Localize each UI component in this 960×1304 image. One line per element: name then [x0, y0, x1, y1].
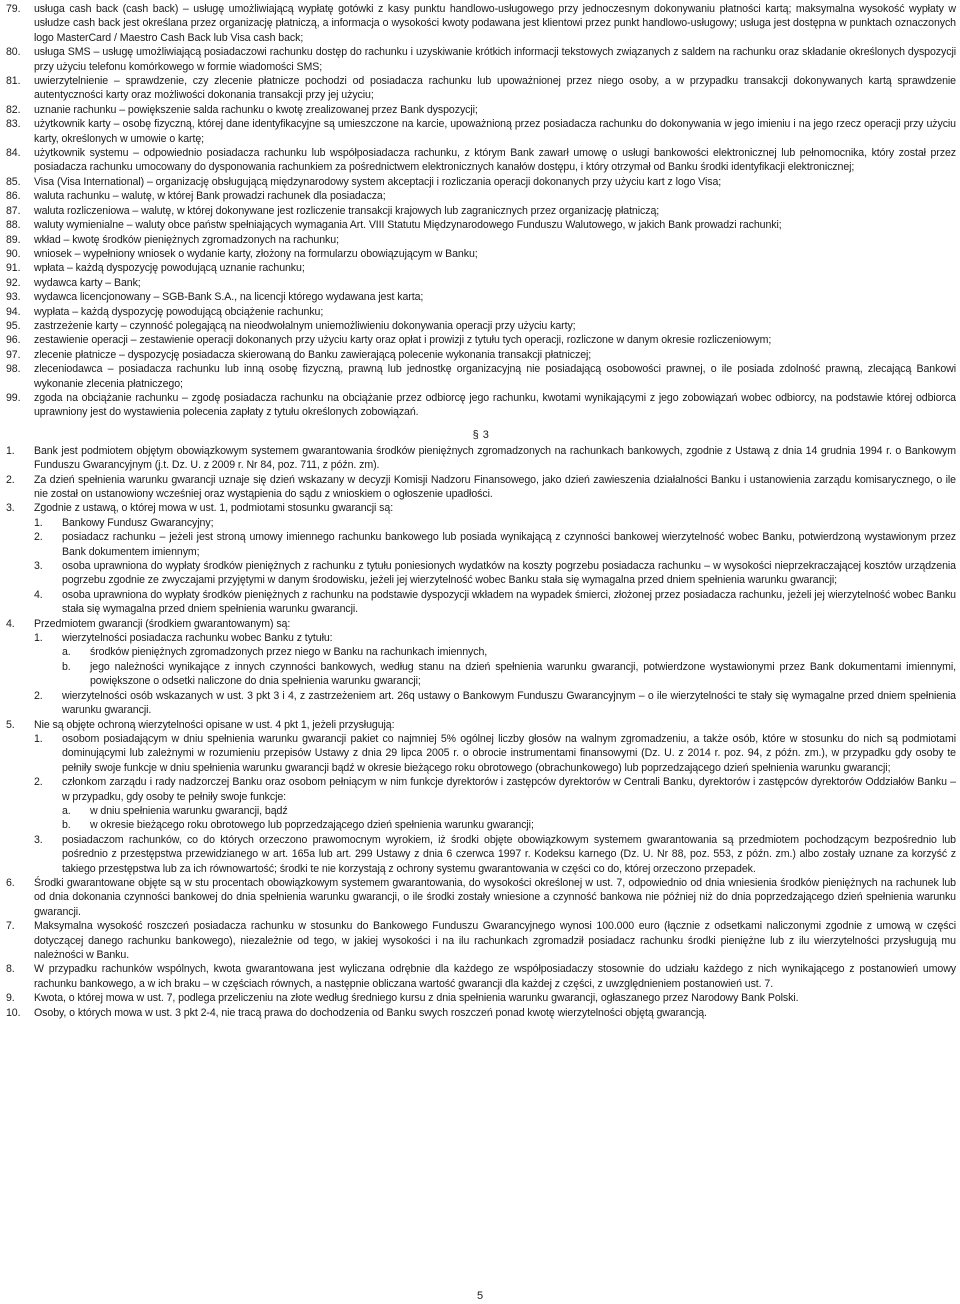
item-text: osoba uprawniona do wypłaty środków pieniężnych z rachunku na podstawie dyspozycji wkładem na wypadek śmierci, złożonej przez posiadacza rachunku, jeżeli jej wierzytelność wobec Banku stała się wymagalna przed dniem spełnienia warunku gwarancji.	[62, 588, 956, 616]
item-text: W przypadku rachunków wspólnych, kwota gwarantowana jest wyliczana odrębnie dla każdego ze współposiadaczy stosownie do udziału każdego z nich wynikającego z postanowień umowy rachunku bankowego, a w ich braku – w częściach równych, a następnie obliczana wartość gwarancji dla każdej z części, z uwzględnieniem postanowień ust. 7.	[34, 963, 956, 990]
item-number: 97.	[6, 348, 21, 361]
item-text: zastrzeżenie karty – czynność polegającą na nieodwołalnym uniemożliwieniu dokonywania operacji przy użyciu karty;	[34, 319, 576, 332]
paragraph-item	[6, 991, 956, 1005]
item-number: 91.	[6, 262, 21, 275]
item-number: 85.	[6, 175, 21, 188]
item-number: 4.	[34, 588, 43, 601]
item-text: wydawca karty – Bank;	[34, 276, 141, 289]
item-number: 93.	[6, 291, 21, 304]
item-number: 2.	[34, 689, 43, 702]
item-number: 82.	[6, 103, 21, 116]
item-number: 3.	[34, 833, 43, 846]
item-text: usługa SMS – usługę umożliwiającą posiadaczowi rachunku dostęp do rachunku i uzyskiwanie krótkich informacji tekstowych związanych z saldem na rachunku oraz składanie określonych dyspozycji przy użyciu telefonu komórkowego w formie wiadomości SMS;	[34, 46, 956, 73]
item-text: Nie są objęte ochroną wierzytelności opisane w ust. 4 pkt 1, jeżeli przysługują:	[34, 718, 395, 731]
paragraph-item	[6, 1006, 956, 1020]
item-text: Bankowy Fundusz Gwarancyjny;	[62, 516, 214, 529]
definition-item	[6, 305, 956, 319]
item-number: a.	[62, 646, 71, 659]
item-text: członkom zarządu i rady nadzorczej Banku oraz osobom pełniącym w nim funkcje dyrektorów i zastępców dyrektorów w Centrali Banku, dyrektorów i zastępców dyrektorów Oddziałów Banku – w przypadku, gdy osoby te pełniły swoje funkcje:	[62, 776, 956, 803]
paragraph-item	[6, 473, 956, 502]
definition-item	[6, 175, 956, 189]
definition-item	[6, 391, 956, 420]
item-text: użytkownik systemu – odpowiednio posiadacza rachunku lub współposiadacza rachunku, z którym Bank zawarł umowę o usługi bankowości elektronicznej lub pełnomocnika, który został przez posiadacza rachunku umocowany do dysponowania rachunkiem za pośrednictwem elektronicznych kanałów dostępu, i który otrzymał od Banku środki identyfikacji elektronicznej;	[34, 147, 956, 174]
paragraph-item	[6, 444, 956, 473]
section-heading: § 3	[472, 428, 490, 441]
point-item	[34, 530, 956, 559]
definition-item	[6, 2, 956, 45]
item-text: Maksymalna wysokość roszczeń posiadacza rachunku w stosunku do Bankowego Funduszu Gwarancyjnego wynosi 100.000 euro (łącznie z odsetkami naliczonymi zgodnie z umową w części dotyczącej danego rachunku bankowego), niezależnie od tego, w jakiej wysokości i na ilu rachunkach zgromadził posiadacz rachunku środki pieniężne lub z ilu wierzytelności przysługują mu należności w Banku.	[34, 920, 956, 961]
point-item	[34, 775, 956, 804]
item-text: Bank jest podmiotem objętym obowiązkowym systemem gwarantowania środków pieniężnych zgromadzonych na rachunkach bankowych, zgodnie z Ustawą z dnia 14 grudnia 1994 r. o Bankowym Funduszu Gwarancyjnym (j.t. Dz. U. z 2009 r. Nr 84, poz. 711, z późn. zm).	[34, 444, 956, 472]
definition-item	[6, 204, 956, 218]
paragraph-item	[6, 501, 956, 515]
item-number: 5.	[6, 718, 15, 731]
point-item	[34, 833, 956, 876]
item-number: 9.	[6, 992, 15, 1005]
definition-item	[6, 290, 956, 304]
item-text: zgoda na obciążanie rachunku – zgodę posiadacza rachunku na obciążanie przez odbiorcę jego rachunku, kwotami wynikającymi z jego zobowiązań wobec odbiorcy, na podstawie której odbiorca uprawniony jest do wystawienia polecenia zapłaty z tytułu określonych zobowiązań.	[34, 391, 956, 419]
definitions-list	[6, 2, 956, 420]
item-text: wierzytelności posiadacza rachunku wobec Banku z tytułu:	[62, 632, 333, 645]
item-number: b.	[62, 819, 71, 832]
item-number: 10.	[6, 1006, 21, 1019]
item-number: 6.	[6, 876, 15, 889]
definition-item	[6, 74, 956, 103]
item-text: Osoby, o których mowa w ust. 3 pkt 2-4, nie tracą prawa do dochodzenia od Banku swych roszczeń ponad kwotę wierzytelności objętą gwarancją.	[34, 1006, 707, 1019]
item-number: 1.	[34, 632, 43, 645]
item-text: wypłata – każdą dyspozycję powodującą obciążenie rachunku;	[34, 305, 324, 318]
item-number: 95.	[6, 319, 21, 332]
item-number: 3.	[34, 560, 43, 573]
point-item	[34, 559, 956, 588]
item-text: waluty wymienialne – waluty obce państw spełniających wymagania Art. VIII Statutu Międzynarodowego Funduszu Walutowego, w jakich Bank prowadzi rachunki;	[34, 219, 782, 232]
item-text: wniosek – wypełniony wniosek o wydanie karty, złożony na formularzu obowiązującym w Banku;	[34, 247, 478, 260]
item-number: 2.	[34, 776, 43, 789]
paragraph-item	[6, 617, 956, 631]
item-number: 86.	[6, 190, 21, 203]
item-number: 8.	[6, 963, 15, 976]
paragraph-item	[6, 962, 956, 991]
definition-item	[6, 218, 956, 232]
item-number: 94.	[6, 305, 21, 318]
item-number: 2.	[34, 531, 43, 544]
item-number: 4.	[6, 617, 15, 630]
item-text: Środki gwarantowane objęte są w stu procentach obowiązkowym systemem gwarantowania, do wysokości określonej w ust. 7, odpowiednio od dnia wniesienia środków pieniężnych na rachunek lub od dnia dokonania czynności bankowej do dnia spełnienia warunku gwarancji, o ile środki zostały wniesione a czynność bankowa nie później niż do dnia poprzedzającego dzień spełnienia warunku gwarancji.	[34, 876, 956, 918]
paragraph-item	[6, 718, 956, 732]
subpoint-item	[62, 645, 956, 659]
item-number: a.	[62, 804, 71, 817]
item-text: wpłata – każdą dyspozycję powodującą uznanie rachunku;	[34, 262, 305, 275]
definition-item	[6, 146, 956, 175]
item-text: waluta rachunku – walutę, w której Bank prowadzi rachunek dla posiadacza;	[34, 190, 386, 203]
definition-item	[6, 103, 956, 117]
section-paragraphs	[6, 444, 956, 1020]
point-item	[34, 689, 956, 718]
item-text: zleceniodawca – posiadacza rachunku lub inną osobę fizyczną, prawną lub jednostkę organizacyjną nie posiadającą osobowości prawnej, o ile posiada zdolność prawną, zlecającą Bankowi wykonanie zlecenia płatniczego;	[34, 363, 956, 390]
definition-item	[6, 261, 956, 275]
point-item	[34, 588, 956, 617]
point-item	[34, 516, 956, 530]
item-number: 87.	[6, 204, 21, 217]
definition-item	[6, 319, 956, 333]
point-item	[34, 732, 956, 775]
subpoint-item	[62, 804, 956, 818]
item-text: zlecenie płatnicze – dyspozycję posiadacza skierowaną do Banku zawierającą polecenie wykonania transakcji płatniczej;	[34, 348, 592, 361]
item-number: 98.	[6, 363, 21, 376]
definition-item	[6, 233, 956, 247]
definition-item	[6, 247, 956, 261]
item-text: uwierzytelnienie – sprawdzenie, czy zlecenie płatnicze pochodzi od posiadacza rachunku lub upoważnionej przez niego osoby, a w przypadku transakcji dokonywanych kartą sprawdzenie autentyczności karty oraz możliwości dokonania transakcji przy jej użyciu;	[34, 75, 956, 102]
item-number: b.	[62, 660, 71, 673]
item-number: 3.	[6, 502, 15, 515]
definition-item	[6, 45, 956, 74]
item-number: 83.	[6, 118, 21, 131]
item-text: osoba uprawniona do wypłaty środków pieniężnych z rachunku z tytułu poniesionych wydatków na koszty pogrzebu posiadacza rachunku – w wysokości nieprzekraczającej kosztów urządzenia pogrzebu zgodnie ze zwyczajami przyjętymi w danym środowisku, jeżeli jej wierzytelność wobec Banku stała się wymagalna przed dniem spełnienia warunku gwarancji;	[62, 560, 956, 587]
paragraph-item	[6, 876, 956, 919]
item-text: w dniu spełnienia warunku gwarancji, bądź	[90, 804, 288, 817]
item-number: 84.	[6, 147, 21, 160]
item-text: waluta rozliczeniowa – walutę, w której dokonywane jest rozliczenie transakcji krajowych lub zagranicznych przez organizację płatniczą;	[34, 204, 660, 217]
point-item	[34, 631, 956, 645]
item-number: 1.	[34, 732, 43, 745]
item-text: Kwota, o której mowa w ust. 7, podlega przeliczeniu na złote według średniego kursu z dnia spełnienia warunku gwarancji, ogłaszanego przez Narodowy Bank Polski.	[34, 992, 799, 1005]
item-text: w okresie bieżącego roku obrotowego lub poprzedzającego dzień spełnienia warunku gwarancji;	[90, 819, 534, 832]
definition-item	[6, 117, 956, 146]
item-text: Za dzień spełnienia warunku gwarancji uznaje się dzień wskazany w decyzji Komisji Nadzoru Finansowego, jako dzień zawieszenia działalności Banku i ustanowienia zarządu komisarycznego, o ile nie został on ustanowiony wcześniej oraz wystąpienia do sądu z wnioskiem o ogłoszenie upadłości.	[34, 473, 956, 500]
item-number: 1.	[6, 444, 15, 457]
item-text: posiadaczom rachunków, co do których orzeczono prawomocnym wyrokiem, iż środki objęte obowiązkowym systemem gwarantowania są przedmiotem pochodzącym bezpośrednio lub pośrednio z przestępstwa przewidzianego w art. 165a lub art. 299 Ustawy z dnia 6 czerwca 1997 r. Kodeksu karnego (Dz. U. Nr 88, poz. 553, z późn. zm.) albo zostały uznane za korzyść z takiego przestępstwa lub za ich równowartość; środki te nie korzystają z ochrony systemu gwarantowania w części co do, której orzeczono przepadek.	[62, 833, 956, 875]
item-text: Przedmiotem gwarancji (środkiem gwarantowanym) są:	[34, 617, 291, 630]
item-text: zestawienie operacji – zestawienie operacji dokonanych przy użyciu karty oraz opłat i prowizji z tytułu tych operacji, rozliczone w danym okresie rozliczeniowym;	[34, 334, 772, 347]
definition-item	[6, 362, 956, 391]
definition-item	[6, 333, 956, 347]
item-text: uznanie rachunku – powiększenie salda rachunku o kwotę zrealizowanej przez Bank dyspozycji;	[34, 103, 478, 116]
item-number: 88.	[6, 219, 21, 232]
subpoint-item	[62, 660, 956, 689]
item-text: wydawca licencjonowany – SGB-Bank S.A., na licencji którego wydawana jest karta;	[34, 291, 424, 304]
item-text: środków pieniężnych zgromadzonych przez niego w Banku na rachunkach imiennych,	[90, 646, 488, 659]
item-number: 2.	[6, 473, 15, 486]
item-text: Visa (Visa International) – organizację obsługującą międzynarodowy system akceptacji i rozliczania operacji dokonanych przy użyciu kart z logo Visa;	[34, 175, 722, 188]
item-number: 99.	[6, 391, 21, 404]
item-number: 79.	[6, 3, 21, 15]
item-number: 90.	[6, 247, 21, 260]
paragraph-item	[6, 919, 956, 962]
item-number: 81.	[6, 75, 21, 88]
item-number: 7.	[6, 920, 15, 933]
item-number: 80.	[6, 46, 21, 59]
item-number: 89.	[6, 233, 21, 246]
item-text: użytkownik karty – osobę fizyczną, której dane identyfikacyjne są umieszczone na karcie, upoważnioną przez posiadacza rachunku do dokonywania w jego imieniu i na jego rzecz operacji przy użyciu karty, określonych w umowie o kartę;	[34, 118, 956, 145]
definition-item	[6, 348, 956, 362]
item-number: 92.	[6, 276, 21, 289]
definition-item	[6, 189, 956, 203]
item-text: osobom posiadającym w dniu spełnienia warunku gwarancji pakiet co najmniej 5% ogólnej liczby głosów na walnym zgromadzeniu, a także osób, które w stosunku do nich są podmiotami dominującymi lub zależnymi w rozumieniu przepisów Ustawy z dnia 29 lipca 2005 r. o obrocie instrumentami finansowymi (Dz. U. z 2014 r. poz. 94, z późn. zm.), w przypadku gdy osoby te pełniły swoje funkcje w dniu spełnienia warunku gwarancji bądź w okresie bieżącego roku obrotowego (obrachunkowego) lub poprzedzającego dzień spełnienia warunku gwarancji;	[62, 732, 956, 774]
definition-item	[6, 276, 956, 290]
page-number: 5	[476, 1290, 484, 1302]
item-text: posiadacz rachunku – jeżeli jest stroną umowy imiennego rachunku bankowego lub posiada wynikającą z czynności bankowej wierzytelność wobec Banku, potwierdzoną wystawionym przez Bank dokumentem imiennym;	[62, 531, 956, 558]
item-text: usługa cash back (cash back) – usługę umożliwiającą wypłatę gotówki z kasy punktu handlowo-usługowego przy jednoczesnym dokonywaniu płatności kartą; maksymalna wysokość wypłaty w usłudze cash back jest określana przez organizację płatniczą, a informacja o wysokości kwoty podawana jest klientowi przez punkt handlowo-usługowy; usługa jest dostępna w punktach oznaczonych logo MasterCard / Maestro Cash Back lub Visa cash back;	[34, 3, 956, 44]
item-text: wkład – kwotę środków pieniężnych zgromadzonych na rachunku;	[34, 233, 339, 246]
item-text: wierzytelności osób wskazanych w ust. 3 pkt 3 i 4, z zastrzeżeniem art. 26q ustawy o Bankowym Funduszu Gwarancyjnym – o ile wierzytelności te stały się wymagalne przed dniem spełnienia warunku gwarancji.	[62, 689, 956, 717]
item-number: 1.	[34, 516, 43, 529]
subpoint-item	[62, 818, 956, 832]
item-number: 96.	[6, 334, 21, 347]
item-text: jego należności wynikające z innych czynności bankowych, według stanu na dzień spełnienia warunku gwarancji, potwierdzone wystawionymi przez Bank dokumentami imiennymi, powiększone o odsetki naliczone do dnia spełnienia warunku gwarancji;	[90, 660, 956, 688]
item-text: Zgodnie z ustawą, o której mowa w ust. 1, podmiotami stosunku gwarancji są:	[34, 502, 394, 515]
